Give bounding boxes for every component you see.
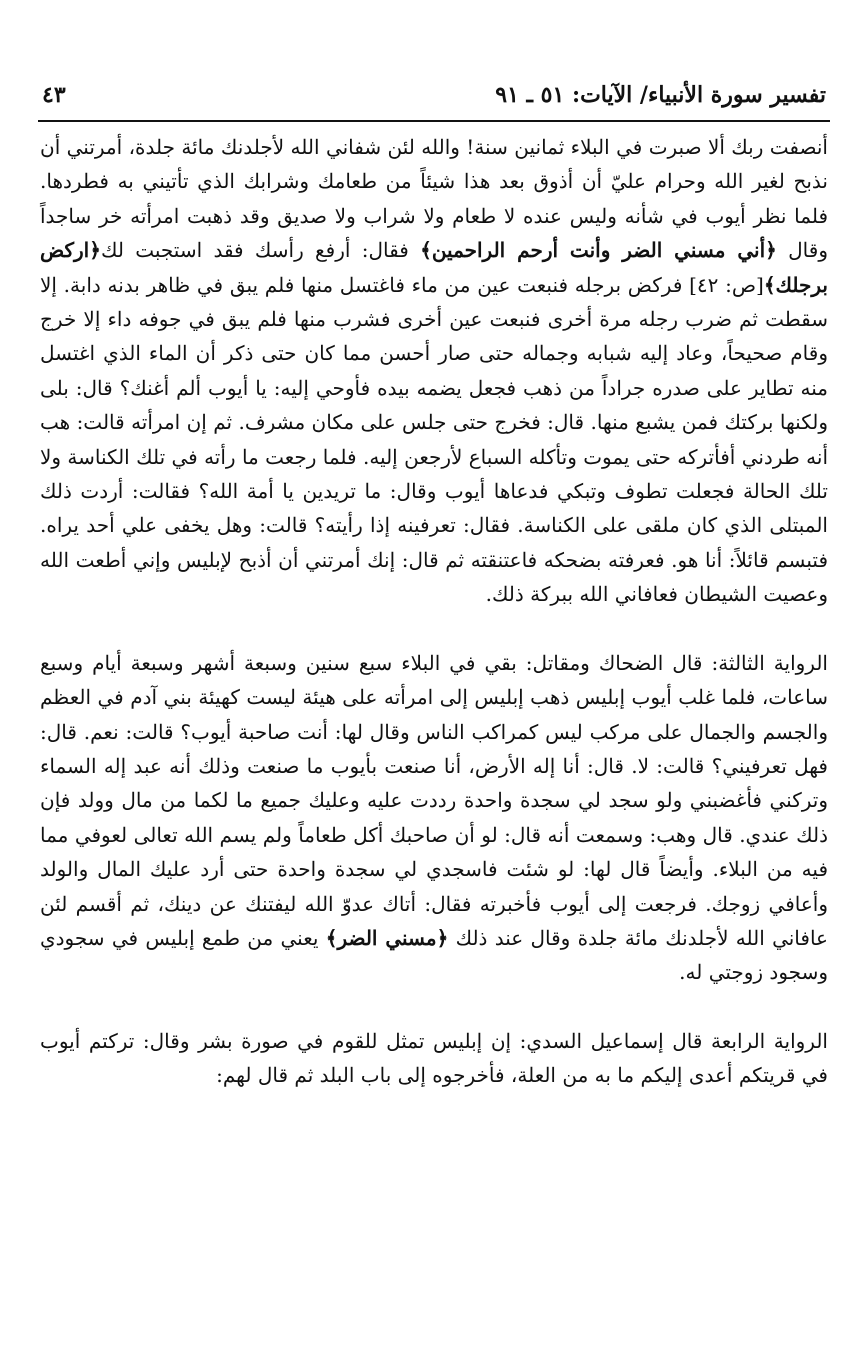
paragraph-fourth-narration [40, 1024, 828, 1093]
quran-quote: ﴿مسني الضر﴾ [325, 925, 449, 950]
text-run: [ص: ٤٢] فركض برجله فنبعت عين من ماء فاغتسل منها فلم يبق في ظاهر بدنه دابة. إلا سقطت ثم ضرب رجله مرة أخرى فنبعت عين أخرى فشرب منها فلم يبق في جوفه داء إلا خرج وقام صحيحاً، وعاد إليه شبابه وجماله حتى صار أحسن مما كان حتى ذكر أن الماء الذي اغتسل منه تطاير على صدره جراداً من ذهب فجعل يضمه بيده فأوحي إليه: يا أيوب ألم أغنك؟ قال: بلى ولكنها بركتك فمن يشبع منها. قال: فخرج حتى جلس على مكان مشرف. ثم إن امرأته قالت: هب أنه طردني أفأتركه حتى يموت وتأكله السباع لأرجعن إليه. فلما رجعت ما رأته في تلك الكناسة ولا تلك الحالة فجعلت تطوف وتبكي فدعاها أيوب وقال: ما تريدين يا أمة الله؟ فقالت: أردت ذلك المبتلى الذي كان ملقى على الكناسة. فقال: تعرفينه إذا رأيته؟ قالت: وهل يخفى علي أحد يراه. فتبسم قائلاً: أنا هو. فعرفته بضحكه فاعتنقته ثم قال: إنك أمرتني أن أذبح لإبليس وإني أطعت الله وعصيت الشيطان فعافاني الله ببركة ذلك. [40, 272, 828, 607]
running-title: تفسير سورة الأنبياء/ الآيات: ٥١ ـ ٩١ [495, 82, 826, 108]
text-run: الرواية الرابعة قال إسماعيل السدي: إن إبليس تمثل للقوم في صورة بشر وقال: تركتم أيوب في قريتكم أعدى إليكم ما به من العلة، فأخرجوه إلى باب البلد ثم قال لهم: [40, 1028, 828, 1088]
text-run: فقال: أرفع رأسك فقد استجبت لك [100, 238, 421, 263]
quran-quote: ﴿أني مسني الضر وأنت أرحم الراحمين﴾ [420, 238, 777, 263]
page-body [40, 130, 828, 1093]
text-run: الرواية الثالثة: قال الضحاك ومقاتل: بقي في البلاء سبع سنين وسبعة أشهر وسبعة أيام وسبع ساعات، فلما غلب أيوب إبليس ذهب إبليس إلى امرأته على هيئة ليست كهيئة بني آدم في العظم والجسم والجمال على مركب ليس كمراكب الناس وقال لها: أنت صاحبة أيوب؟ قالت: نعم. قال: فهل تعرفيني؟ قالت: لا. قال: أنا إله الأرض، أنا صنعت بأيوب ما صنعت وذلك أنه عبد إله السماء وتركني فأغضبني ولو سجد لي سجدة واحدة رددت عليه وعليك جميع ما لكما من مال وولد فإن ذلك عندي. قال وهب: وسمعت أنه قال: لو أن صاحبك أكل طعاماً ولم يسم الله تعالى لعوفي مما فيه من البلاء. وأيضاً قال لها: لو شئت فاسجدي لي سجدة واحدة حتى أرد عليك المال والولد وأعافي زوجك. فرجعت إلى أيوب فأخبرته فقال: أتاك عدوّ الله ليفتنك عن دينك، ثم أقسم لئن عافاني الله لأجلدنك مائة جلدة وقال عند ذلك [40, 650, 828, 950]
page-number: ٤٣ [42, 82, 66, 108]
text-run: يعني من طمع إبليس في سجودي وسجود زوجتي له. [40, 925, 828, 985]
text-run: أنصفت ربك ألا صبرت في البلاء ثمانين سنة! والله لئن شفاني الله لأجلدنك مائة جلدة، أمرتني أن نذبح لغير الله وحرام عليّ أن أذوق بعد هذا شيئاً من طعامك وشرابك الذي تأتيني به فطردها. فلما نظر أيوب في شأنه وليس عنده لا طعام ولا شراب ولا صديق وقد ذهبت امرأته خر ساجداً وقال [40, 135, 828, 263]
header-rule [38, 120, 830, 122]
page-header [38, 78, 830, 118]
paragraph-ayyub-recovery [40, 130, 828, 612]
quran-quote: ﴿اركض برجلك﴾ [40, 238, 828, 297]
paragraph-third-narration [40, 646, 828, 990]
